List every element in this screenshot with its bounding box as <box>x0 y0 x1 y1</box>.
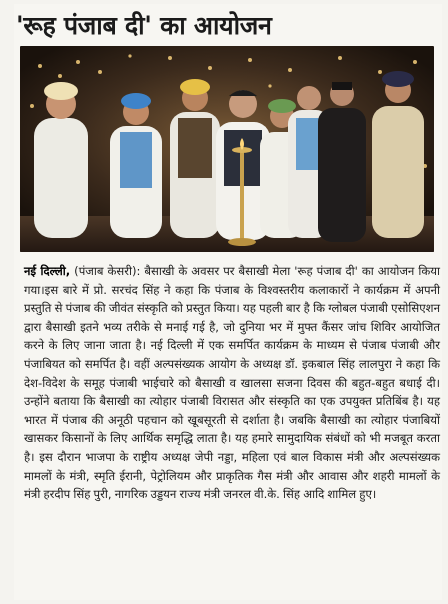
newspaper-clipping <box>14 4 442 600</box>
article-body <box>24 262 440 504</box>
headline: 'रूह पंजाब दी' का आयोजन <box>16 11 272 40</box>
article-paragraph <box>24 262 440 504</box>
group-photo-lamp-lighting-icon <box>20 46 434 252</box>
dateline: नई दिल्ली, <box>24 264 71 278</box>
article-text: (पंजाब केसरी): बैसाखी के अवसर पर बैसाखी मेला 'रूह पंजाब दी' का आयोजन किया गया।इस बारे में प्रो. सरचंद सिंह ने कहा कि पंजाब के विश्वस्तरीय कलाकारों ने कार्यक्रम में अपनी प्रस्तुति से पंजाब की जीवंत संस्कृति को प्रस्तुत किया। यह पहली बार है कि ग्लोबल पंजाबी एसोसिएशन द्वारा बैसाखी इतने भव्य तरीके से मनाई गई है, जो दुनिया भर में मुफ्त कैंसर जांच शिविर आयोजित करने के लिए जाना जाता है। नई दिल्ली में एक समर्पित कार्यक्रम के माध्यम से पंजाब पंजाबी और पंजाबियत को समर्पित है। वहीं अल्पसंख्यक आयोग के अध्यक्ष डॉ. इकबाल सिंह लालपुरा ने कहा कि देश-विदेश के समूह पंजाबी भाईचारे को बैसाखी व खालसा सजना दिवस की बहुत-बहुत बधाई दी। उन्होंने बताया कि बैसाखी का त्योहार पंजाबी विरासत और संस्कृति का एक उपयुक्त प्रतिबिंब है। यह भारत में पंजाब की अनूठी पहचान को खूबसूरती से दर्शाता है। जबकि बैसाखी का त्योहार पंजाबियों खासकर किसानों के लिए आर्थिक समृद्धि लाता है। यह हमारे सामुदायिक संबंधों को भी मजबूत करता है। इस दौरान भाजपा के राष्ट्रीय अध्यक्ष जेपी नड्डा, महिला एवं बाल विकास मंत्री और अल्पसंख्यक मामलों के मंत्री, स्मृति ईरानी, पेट्रोलियम और प्राकृतिक गैस मंत्री और आवास और शहरी मामलों के मंत्री हरदीप सिंह पुरी, नागरिक उड्डयन राज्य मंत्री जनरल वी.के. सिंह आदि शामिल हुए। <box>24 264 441 502</box>
event-photo <box>20 46 434 252</box>
